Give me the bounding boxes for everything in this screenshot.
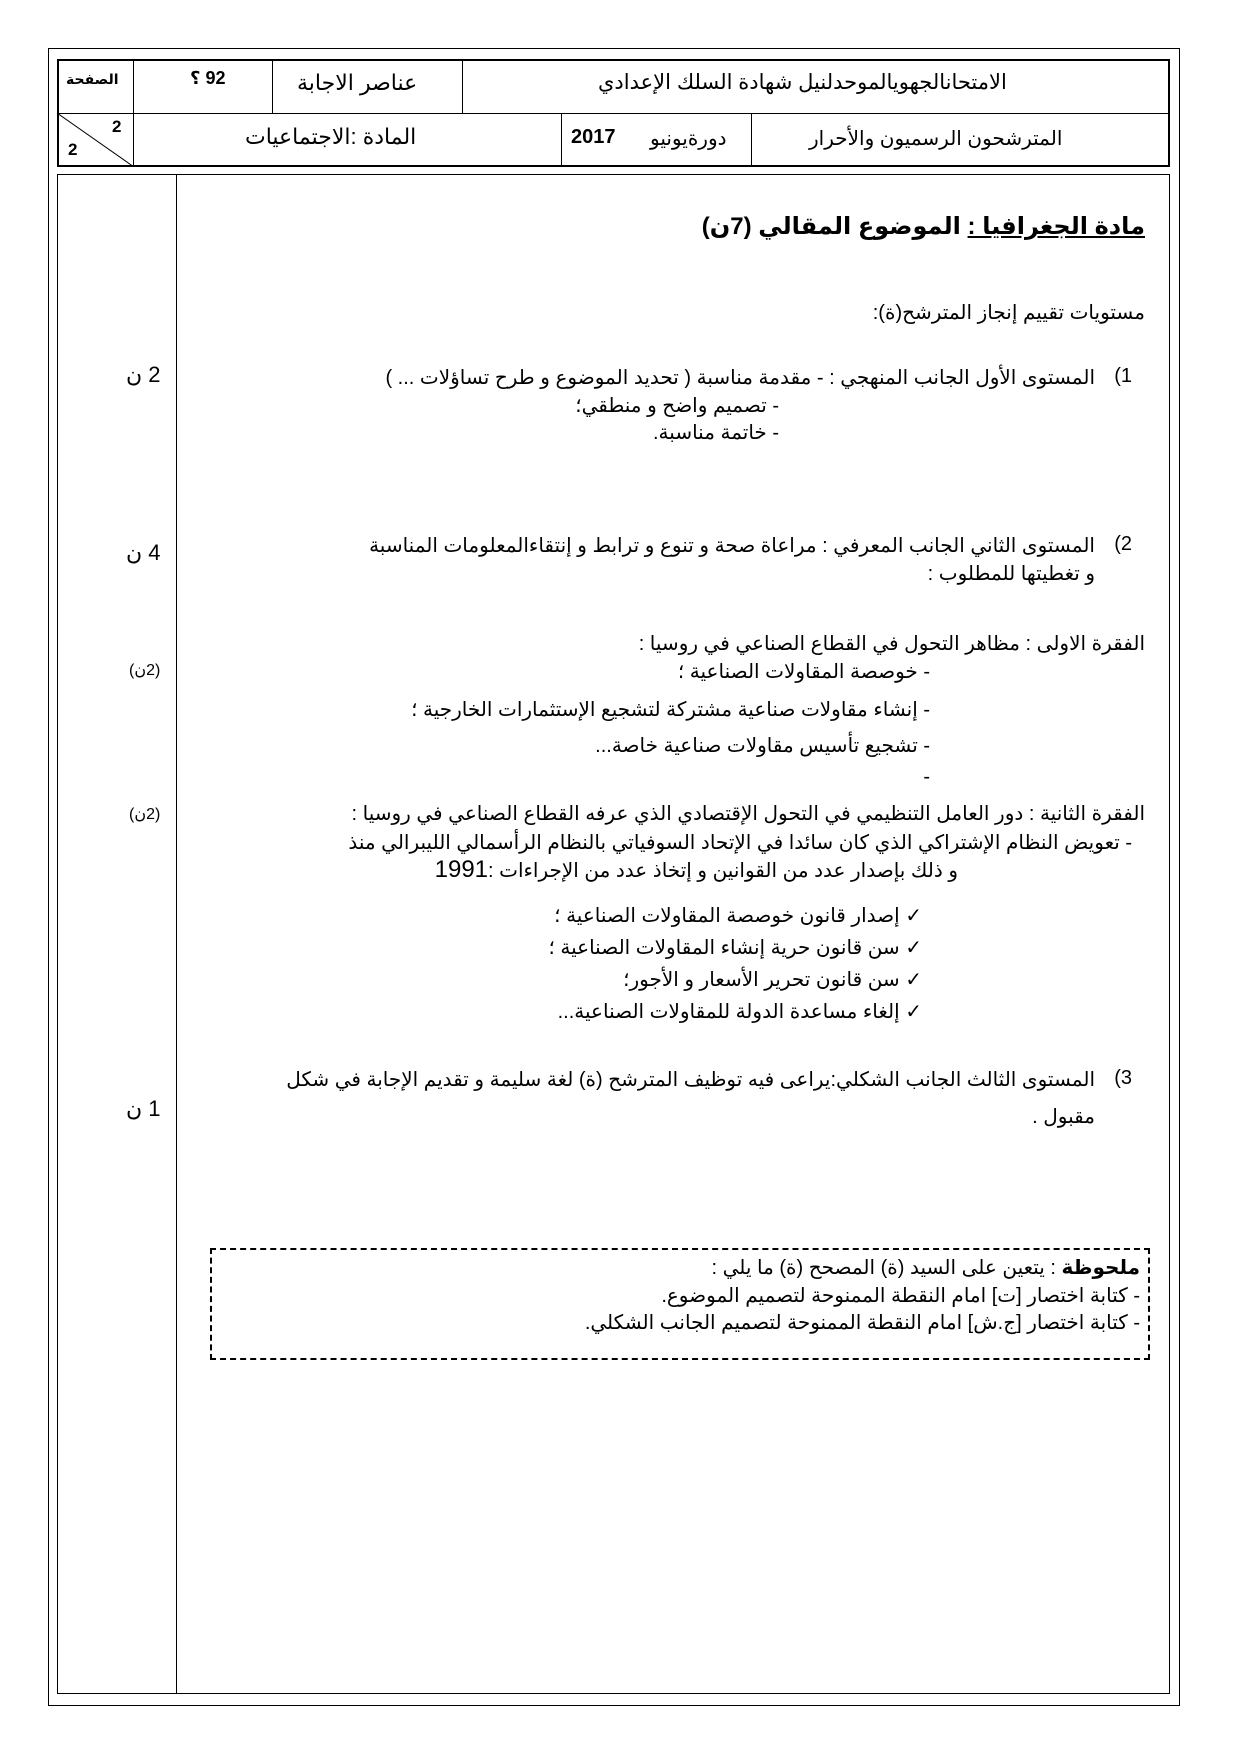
para2-year: 1991	[434, 856, 489, 883]
para2-points: (2ن)	[129, 806, 161, 823]
section-title	[702, 212, 1145, 241]
note-intro	[711, 1255, 1140, 1280]
level1-number: 1)	[1114, 365, 1132, 387]
exam-code: 92 ؟	[190, 68, 226, 88]
page-label: الصفحة	[66, 71, 119, 87]
note-item-2: - كتابة اختصار [ج.ش] امام النقطة الممنوحة لتصميم الجانب الشكلي.	[584, 1312, 1140, 1334]
exam-title: الامتحانالجهويالموحدلنيل شهادة السلك الإعدادي	[598, 71, 1007, 94]
points-column-divider	[176, 174, 177, 1694]
para2-line2	[435, 856, 958, 884]
para2-item-1: ✓ إصدار قانون خوصصة المقاولات الصناعية ؛	[554, 905, 922, 927]
level3-line2: مقبول .	[1032, 1106, 1095, 1128]
page-current: 2	[112, 117, 122, 136]
para2-item-4: ✓ إلغاء مساعدة الدولة للمقاولات الصناعية...	[557, 1001, 922, 1023]
level3-points: 1 ن	[126, 1096, 161, 1121]
note-intro-text: : يتعين على السيد (ة) المصحح (ة) ما يلي :	[711, 1257, 1062, 1279]
note-item-1: - كتابة اختصار [ت] امام النقطة الممنوحة لتصميم الموضوع.	[661, 1285, 1140, 1307]
level2-line2: و تغطيتها للمطلوب :	[927, 563, 1095, 585]
para2-title: الفقرة الثانية : دور العامل التنظيمي في التحول الإقتصادي الذي عرفه القطاع الصناعي في روسيا :	[351, 803, 1145, 825]
level2-points: 4 ن	[126, 540, 161, 565]
level3-line1: المستوى الثالث الجانب الشكلي:يراعى فيه توظيف المترشح (ة) لغة سليمة و تقديم الإجابة في شكل	[286, 1069, 1095, 1091]
para2-item-3: ✓ سن قانون تحرير الأسعار و الأجور؛	[623, 969, 922, 991]
title-subject: مادة الجغرافيا :	[967, 213, 1145, 240]
para1-title: الفقرة الاولى : مظاهر التحول في القطاع الصناعي في روسيا :	[638, 633, 1145, 655]
candidates: المترشحون الرسميون والأحرار	[809, 128, 1063, 150]
para1-item-2: - إنشاء مقاولات صناعية مشتركة لتشجيع الإستثمارات الخارجية ؛	[411, 699, 930, 721]
session-year: 2017	[571, 126, 616, 148]
title-topic: الموضوع المقالي (7ن)	[701, 213, 968, 240]
level2-line1: المستوى الثاني الجانب المعرفي : مراعاة صحة و تنوع و ترابط و إنتقاءالمعلومات المناسبة	[369, 535, 1095, 557]
session-label: دورةيونيو	[650, 128, 727, 150]
level1-sub1: - تصميم واضح و منطقي؛	[575, 395, 779, 417]
para2-line2-text: و ذلك بإصدار عدد من القوانين و إتخاذ عدد من الإجراءات :	[488, 860, 958, 882]
answer-elements: عناصر الاجابة	[297, 70, 418, 95]
level1-sub2: - خاتمة مناسبة.	[653, 422, 779, 444]
para2-item-2: ✓ سن قانون حرية إنشاء المقاولات الصناعية ؛	[548, 937, 922, 959]
subject: المادة :الاجتماعيات	[245, 124, 417, 149]
para1-item-4: -	[923, 766, 930, 788]
eval-levels: مستويات تقييم إنجاز المترشح(ة):	[872, 302, 1145, 324]
level1-text: المستوى الأول الجانب المنهجي : - مقدمة مناسبة ( تحديد الموضوع و طرح تساؤلات ... )	[385, 367, 1095, 389]
para1-item-3: - تشجيع تأسيس مقاولات صناعية خاصة...	[595, 735, 930, 757]
level3-number: 3)	[1114, 1067, 1132, 1089]
para2-line1: - تعويض النظام الإشتراكي الذي كان سائدا في الإتحاد السوفياتي بالنظام الرأسمالي الليبرالي منذ	[348, 832, 1132, 854]
level2-number: 2)	[1114, 533, 1132, 555]
note-label: ملحوظة	[1061, 1257, 1140, 1279]
para1-points: (2ن)	[129, 662, 161, 679]
para1-item-1: - خوصصة المقاولات الصناعية ؛	[677, 661, 930, 683]
level1-points: 2 ن	[126, 362, 161, 387]
page-total: 2	[68, 140, 78, 159]
